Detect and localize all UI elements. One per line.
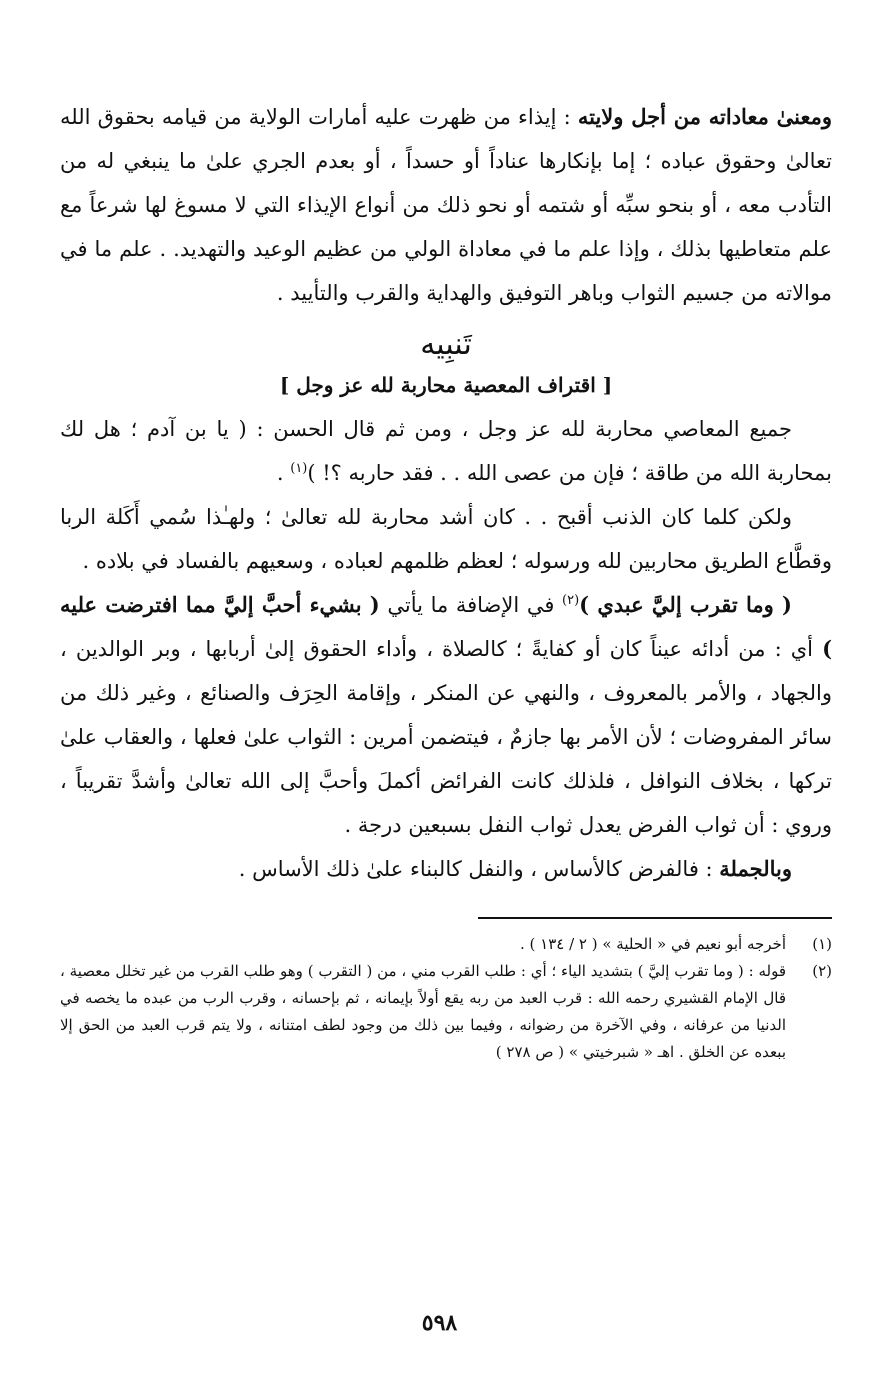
paragraph-obligations: [60, 583, 832, 847]
footnote-ref-2: (٢): [562, 593, 580, 608]
paragraph-walayah: [60, 95, 832, 315]
paragraph-text: جميع المعاصي محاربة لله عز وجل ، ومن ثم قال الحسن : ( يا بن آدم ؛ هل لك بمحاربة الله من طاقة ؛ فإن من عصى الله . . فقد حاربه ؟! ): [60, 417, 832, 485]
footnote-number: (١): [812, 935, 832, 953]
footnotes: [60, 931, 832, 1066]
footnote-separator: [478, 917, 832, 919]
paragraph-quote: ( بشيء أحبَّ إليَّ مما افترضت عليه ): [60, 592, 832, 661]
section-heading-block: [60, 323, 832, 403]
paragraph-mid: في الإضافة ما يأتي: [379, 593, 562, 617]
paragraph-end: .: [276, 461, 291, 485]
footnote-text: أخرجه أبو نعيم في « الحلية » ( ٢ / ١٣٤ ) .: [519, 935, 786, 953]
paragraph-text: ولكن كلما كان الذنب أقبح . . كان أشد محاربة لله تعالىٰ ؛ ولهـٰذا سُمي أَكَلة الربا وقطَّاع الطريق محاربين لله ورسوله ؛ لعظم ظلمهم لعباده ، وسعيهم بالفساد في بلاده .: [60, 505, 832, 573]
page-body: [60, 95, 832, 1355]
paragraph-lead: ومعنىٰ معاداته من أجل ولايته: [577, 104, 832, 129]
paragraph-text: : فالفرض كالأساس ، والنفل كالبناء علىٰ ذلك الأساس .: [238, 857, 720, 881]
footnote-item: [60, 958, 832, 1066]
footnote-number: (٢): [812, 962, 832, 980]
page-number: ٥٩٨: [421, 1310, 458, 1336]
section-subheading: [ اقتراف المعصية محاربة لله عز وجل ]: [279, 373, 613, 397]
paragraph-text: : إيذاء من ظهرت عليه أمارات الولاية من قيامه بحقوق الله تعالىٰ وحقوق عباده ؛ إما بإنكارها عناداً أو حسداً ، أو بعدم الجري علىٰ ما ينبغي له من التأدب معه ، أو بنحو سبِّه أو شتمه أو نحو ذلك من أنواع الإيذاء التي لا مسوغ لها شرعاً مع علم متعاطيها بذلك ، وإذا علم ما في معاداة الولي من عظيم الوعيد والتهديد. . علم ما في موالاته من جسيم الثواب وباهر التوفيق والهداية والقرب والتأييد .: [60, 105, 832, 305]
section-heading: تَنبِيه: [420, 327, 472, 362]
paragraph-worse-sin: [60, 495, 832, 583]
paragraph-lead: وبالجملة: [719, 856, 792, 881]
footnote-item: [60, 931, 832, 958]
paragraph-sins: [60, 407, 832, 495]
paragraph-text: أي : من أدائه عيناً كان أو كفايةً ؛ كالصلاة ، وأداء الحقوق إلىٰ أربابها ، وبر الوالدين ، والجهاد ، والأمر بالمعروف ، والنهي عن المنكر ، وإقامة الحِرَف والصنائع ، وغير ذلك من سائر المفروضات ؛ لأن الأمر بها جازمٌ ، فيتضمن أمرين : الثواب علىٰ فعلها ، والعقاب علىٰ تركها ، بخلاف النوافل ، فلذلك كانت الفرائض أكملَ وأحبَّ إلى الله تعالىٰ وأشدَّ تقريباً ، وروي : أن ثواب الفرض يعدل ثواب النفل بسبعين درجة .: [60, 637, 832, 837]
paragraph-lead: ( وما تقرب إليَّ عبدي ): [579, 592, 792, 617]
footnote-text: قوله : ( وما تقرب إليَّ ) بتشديد الياء ؛ أي : طلب القرب مني ، من ( التقرب ) وهو طلب القرب من غير تخلل معصية ، قال الإمام القشيري رحمه الله : قرب العبد من ربه يقع أولاً بإيمانه ، ثم بإحسانه ، وقرب الرب من عبده ما يخصه في الدنيا من عرفانه ، وفي الآخرة من رضوانه ، وفيما بين ذلك من وجود لطف امتنانه ، ولا يتم قرب العبد من الحق إلا ببعده عن الخلق . اهـ « شبرخيتي » ( ص ٢٧٨ ): [60, 962, 786, 1061]
paragraph-summary: [60, 847, 832, 891]
footnote-ref-1: (١): [290, 461, 308, 476]
